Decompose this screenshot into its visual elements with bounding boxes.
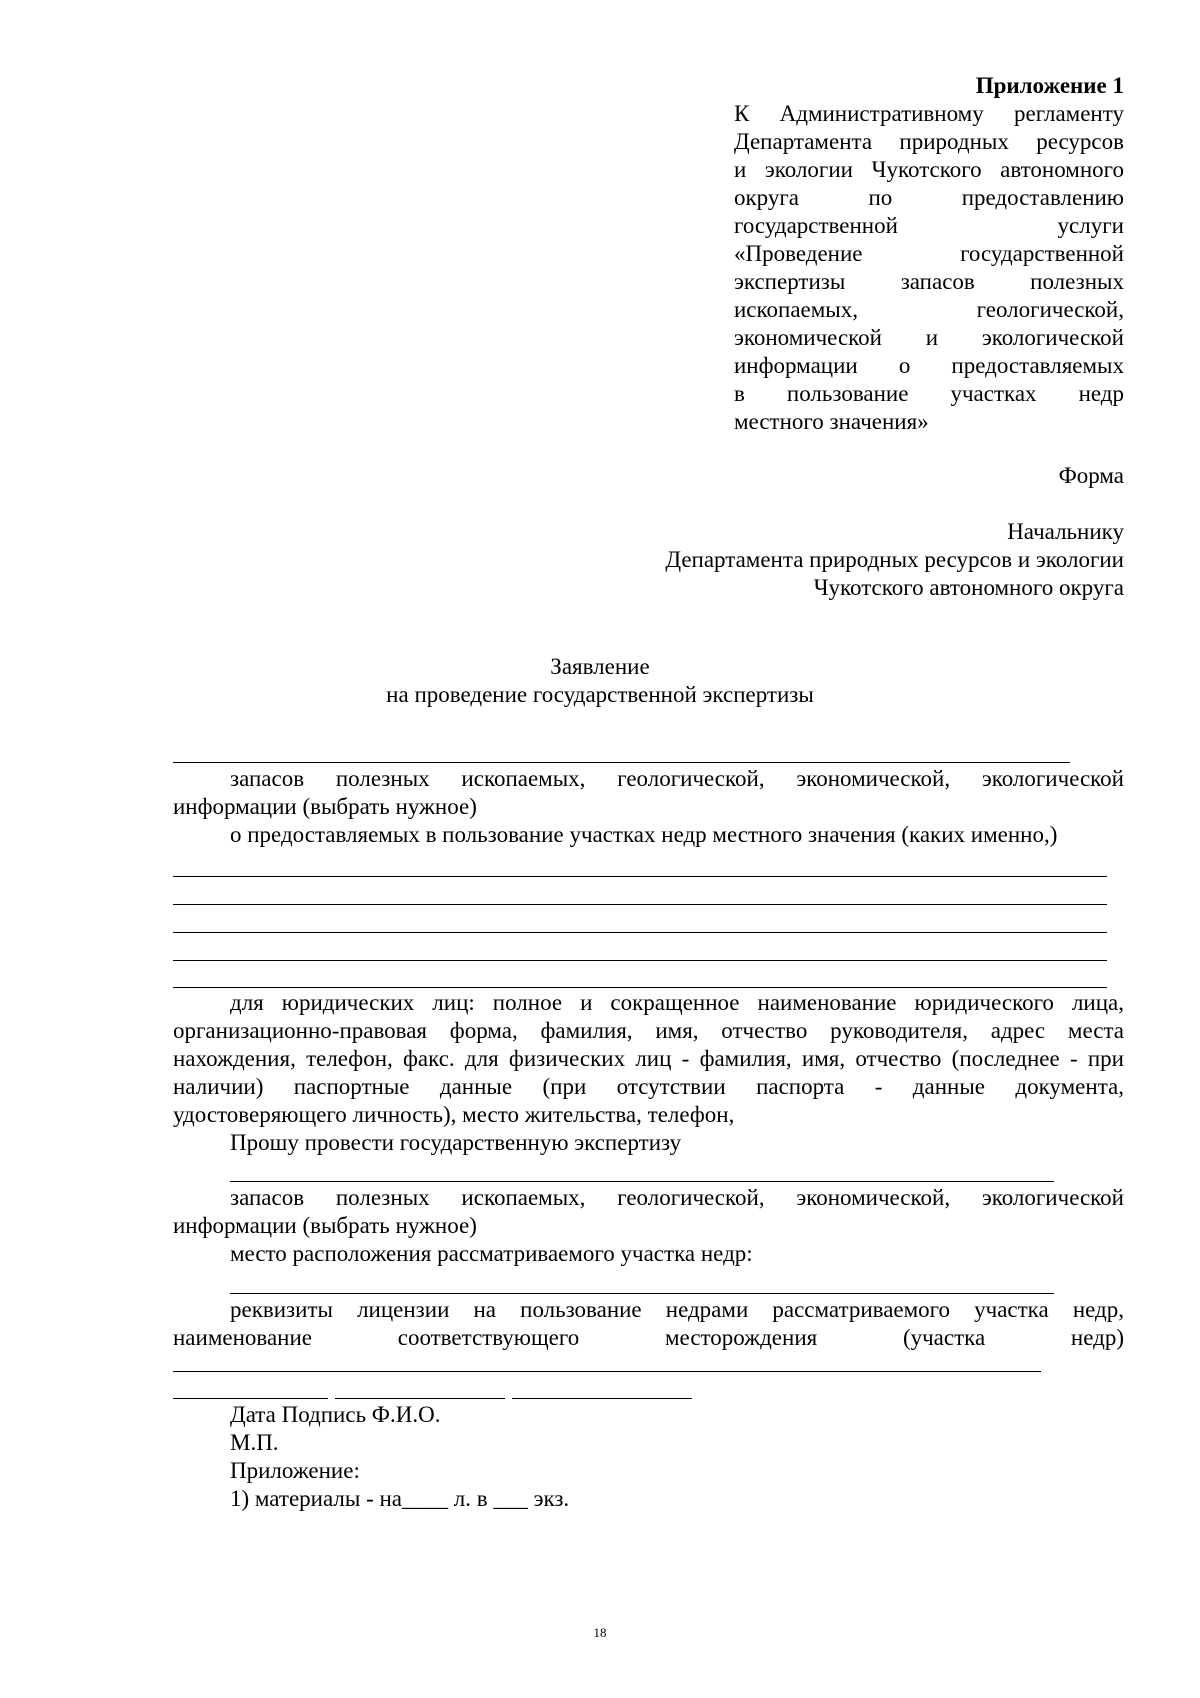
expertise-type-line: запасов полезных ископаемых, геологической, экономической, экологической <box>230 766 1124 791</box>
name-line <box>512 1398 692 1399</box>
expertise-type-line: информации (выбрать нужное) <box>173 1213 477 1238</box>
expertise-type-block <box>173 765 1124 849</box>
appendix-line: государственной услуги <box>734 213 1124 238</box>
appendix-line: в пользование участках недр <box>734 381 1124 406</box>
applicant-line: удостоверяющего личность), место жительства, телефон, <box>173 1102 735 1127</box>
doc-title-line: на проведение государственной экспертизы <box>386 682 814 707</box>
appendix-line: местного значения» <box>734 409 929 434</box>
appendix-line: и экологии Чукотского автономного <box>734 157 1124 182</box>
applicant-line: наличии) паспортные данные (при отсутствии паспорта - данные документа, <box>173 1074 1124 1099</box>
fill-line <box>173 987 1107 988</box>
request-text: Прошу провести государственную экспертизу <box>230 1130 682 1155</box>
fill-line <box>173 876 1107 877</box>
appendix-line: информации о предоставляемых <box>734 353 1124 378</box>
appendix-line: экономической и экологической <box>734 325 1124 350</box>
addressee-line: Чукотского автономного округа <box>813 575 1124 600</box>
applicant-line: организационно-правовая форма, фамилия, имя, отчество руководителя, адрес места <box>173 1018 1124 1043</box>
appendix-block <box>734 72 1124 436</box>
signature-labels: Дата Подпись Ф.И.О. <box>230 1402 441 1427</box>
appendix-line: ископаемых, геологической, <box>734 297 1124 322</box>
seal-label: М.П. <box>230 1430 279 1455</box>
license-line: наименование соответствующего месторождения (участка недр) <box>173 1325 1124 1350</box>
page-number: 18 <box>593 1625 607 1640</box>
appendix-line: экспертизы запасов полезных <box>734 269 1124 294</box>
attachment-materials: 1) материалы - на____ л. в ___ экз. <box>230 1486 570 1511</box>
expertise-type-line: запасов полезных ископаемых, геологической, экономической, экологической <box>230 1185 1124 1210</box>
form-label: Форма <box>1058 463 1124 488</box>
doc-title-line: Заявление <box>550 654 650 679</box>
applicant-line: для юридических лиц: полное и сокращенное наименование юридического лица, <box>230 990 1124 1015</box>
addressee-line: Департамента природных ресурсов и экологии <box>665 547 1124 572</box>
fill-line <box>230 1181 1054 1182</box>
subsoil-plots-line: о предоставляемых в пользование участках недр местного значения (каких именно,) <box>230 822 1058 847</box>
signature-block <box>230 1401 569 1513</box>
appendix-body <box>734 100 1124 436</box>
expertise-type-line: информации (выбрать нужное) <box>173 794 477 819</box>
applicant-line: нахождения, телефон, факс. для физических лиц - фамилия, имя, отчество (последнее - при <box>173 1046 1124 1071</box>
expertise-type-block-2 <box>173 1184 1124 1268</box>
fill-line <box>173 960 1107 961</box>
appendix-line: округа по предоставлению <box>734 185 1124 210</box>
appendix-line: «Проведение государственной <box>734 241 1124 266</box>
license-line: реквизиты лицензии на пользование недрами рассматриваемого участка недр, <box>230 1297 1124 1322</box>
date-line <box>173 1398 328 1399</box>
attachment-label: Приложение: <box>230 1458 360 1483</box>
fill-line <box>173 1371 1041 1372</box>
license-block <box>173 1296 1124 1352</box>
appendix-line: Департамента природных ресурсов <box>734 129 1124 154</box>
fill-line <box>230 1293 1054 1294</box>
fill-line <box>173 904 1107 905</box>
addressee <box>665 518 1124 602</box>
appendix-title: Приложение 1 <box>975 73 1124 98</box>
appendix-line: К Административному регламенту <box>734 101 1124 126</box>
signature-line <box>335 1398 505 1399</box>
fill-line <box>173 932 1107 933</box>
applicant-info-block <box>173 989 1124 1157</box>
doc-title <box>0 653 1200 709</box>
addressee-line: Начальнику <box>1007 519 1124 544</box>
fill-line <box>173 762 1070 763</box>
location-label: место расположения рассматриваемого участка недр: <box>230 1241 753 1266</box>
